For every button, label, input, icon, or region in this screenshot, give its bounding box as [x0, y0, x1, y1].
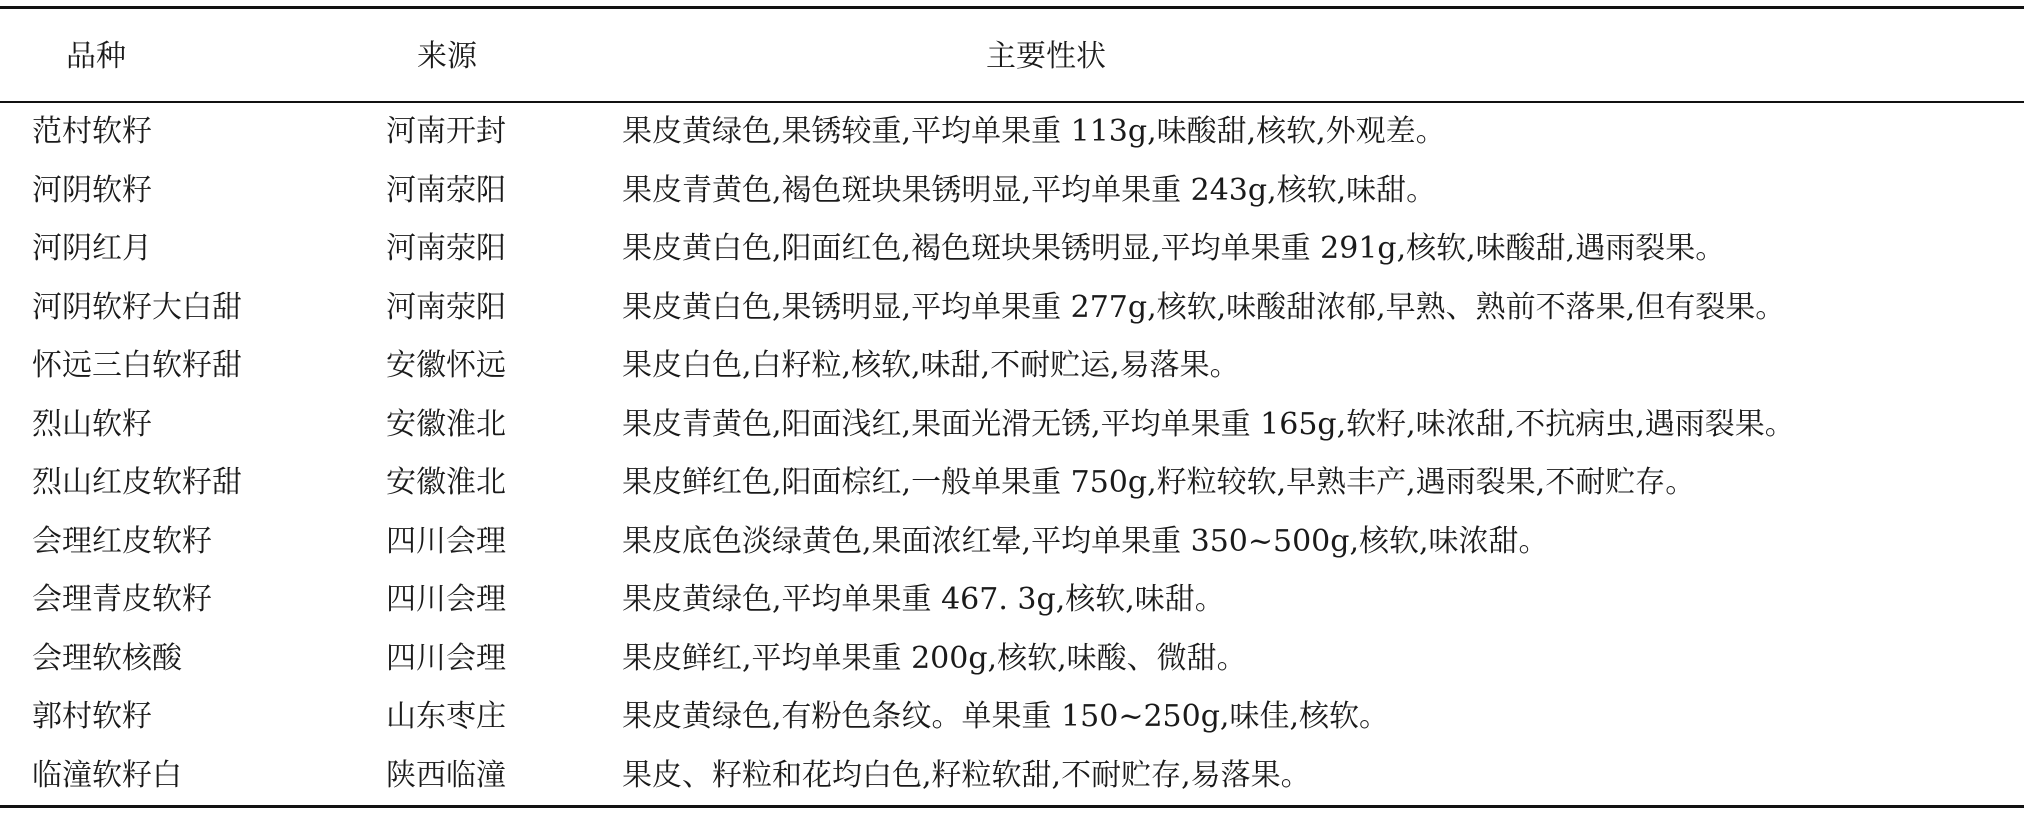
- cell-traits: 果皮黄白色,阳面红色,褐色斑块果锈明显,平均单果重 291g,核软,味酸甜,遇雨裂果。: [622, 231, 1726, 266]
- cell-traits: 果皮青黄色,阳面浅红,果面光滑无锈,平均单果重 165g,软籽,味浓甜,不抗病虫,遇雨裂果。: [622, 406, 1795, 442]
- cell-variety: 河阴软籽: [32, 172, 152, 208]
- cell-variety: 河阴软籽大白甜: [32, 289, 242, 325]
- cell-traits: 果皮白色,白籽粒,核软,味甜,不耐贮运,易落果。: [622, 348, 1240, 383]
- cell-source: 四川会理: [386, 640, 506, 676]
- cell-source: 河南荥阳: [386, 289, 506, 325]
- table-row: [0, 571, 2024, 630]
- table-row: [0, 279, 2024, 338]
- cell-source: 河南荥阳: [386, 172, 506, 208]
- cell-variety: 烈山红皮软籽甜: [32, 465, 242, 500]
- cell-traits: 果皮黄绿色,平均单果重 467. 3g,核软,味甜。: [622, 582, 1225, 617]
- header-source: 来源: [417, 39, 477, 74]
- cell-variety: 怀远三白软籽甜: [32, 348, 242, 383]
- table-row: [0, 513, 2024, 572]
- table-row: [0, 747, 2024, 806]
- cell-traits: 果皮鲜红色,阳面棕红,一般单果重 750g,籽粒较软,早熟丰产,遇雨裂果,不耐贮存。: [622, 465, 1696, 500]
- header-variety: 品种: [66, 39, 126, 74]
- cell-source: 山东枣庄: [386, 699, 506, 734]
- table-row: [0, 454, 2024, 513]
- cell-traits: 果皮底色淡绿黄色,果面浓红晕,平均单果重 350~500g,核软,味浓甜。: [622, 523, 1549, 559]
- table-header-row: [0, 9, 2024, 101]
- table-row: [0, 162, 2024, 221]
- cell-traits: 果皮青黄色,褐色斑块果锈明显,平均单果重 243g,核软,味甜。: [622, 172, 1437, 208]
- cell-source: 四川会理: [386, 582, 506, 617]
- table-body: [0, 103, 2024, 805]
- cell-variety: 会理红皮软籽: [32, 523, 212, 559]
- cell-traits: 果皮鲜红,平均单果重 200g,核软,味酸、微甜。: [622, 640, 1247, 676]
- cell-variety: 范村软籽: [32, 114, 152, 149]
- table-row: [0, 103, 2024, 162]
- cell-source: 安徽淮北: [386, 465, 506, 500]
- table-row: [0, 630, 2024, 689]
- cell-variety: 会理青皮软籽: [32, 582, 212, 617]
- cell-source: 河南开封: [386, 114, 506, 149]
- cell-traits: 果皮黄绿色,果锈较重,平均单果重 113g,味酸甜,核软,外观差。: [622, 114, 1446, 149]
- cell-variety: 临潼软籽白: [32, 757, 182, 793]
- table-row: [0, 688, 2024, 747]
- table-row: [0, 220, 2024, 279]
- cell-variety: 河阴红月: [32, 231, 152, 266]
- table-row: [0, 337, 2024, 396]
- header-traits: 主要性状: [986, 39, 1106, 74]
- cell-source: 河南荥阳: [386, 231, 506, 266]
- cell-source: 安徽怀远: [386, 348, 506, 383]
- cell-variety: 烈山软籽: [32, 406, 152, 442]
- table-bottom-rule: [0, 805, 2024, 808]
- cell-source: 陕西临潼: [386, 757, 506, 793]
- cell-variety: 会理软核酸: [32, 640, 182, 676]
- cell-traits: 果皮黄白色,果锈明显,平均单果重 277g,核软,味酸甜浓郁,早熟、熟前不落果,但有裂果。: [622, 289, 1786, 325]
- table-row: [0, 396, 2024, 455]
- cell-source: 安徽淮北: [386, 406, 506, 442]
- cell-traits: 果皮黄绿色,有粉色条纹。单果重 150~250g,味佳,核软。: [622, 699, 1390, 734]
- cell-source: 四川会理: [386, 523, 506, 559]
- cell-variety: 郭村软籽: [32, 699, 152, 734]
- cell-traits: 果皮、籽粒和花均白色,籽粒软甜,不耐贮存,易落果。: [622, 757, 1311, 793]
